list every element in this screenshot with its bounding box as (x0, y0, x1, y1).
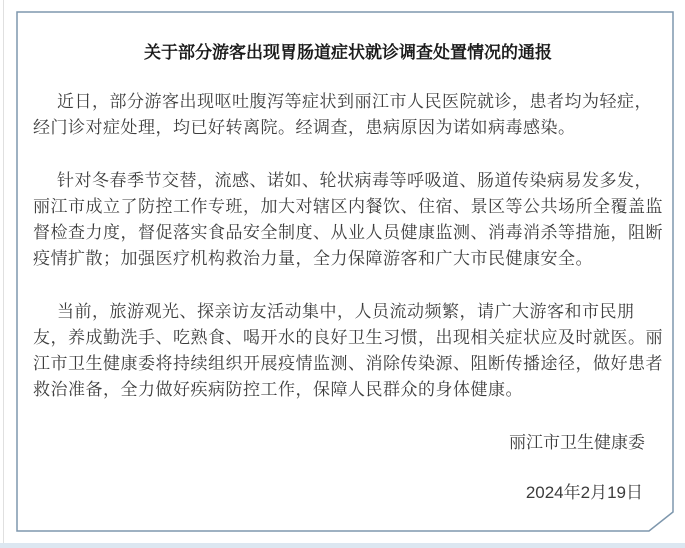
notice-title: 关于部分游客出现胃肠道症状就诊调查处置情况的通报 (144, 43, 552, 62)
notice-paragraph-1: 近日，部分游客出现呕吐腹泻等症状到丽江市人民医院就诊，患者均为轻症，经门诊对症处理，均已好转离院。经调查，患病原因为诺如病毒感染。 (33, 92, 652, 137)
notice-paragraph-3: 当前，旅游观光、探亲访友活动集中，人员流动频繁，请广大游客和市民朋友，养成勤洗手、吃熟食、喝开水的良好卫生习惯，出现相关症状应及时就医。丽江市卫生健康委将持续组织开展疫情监测、消除传染源、阻断传播途径，做好患者救治准备，全力做好疾病防控工作，保障人民群众的身体健康。 (33, 302, 663, 399)
notice-date: 2024年2月19日 (525, 483, 643, 502)
notice-document (33, 40, 663, 506)
page-left-edge-line (3, 0, 4, 543)
notice-signature: 丽江市卫生健康委 (509, 433, 645, 452)
bottom-strip (0, 543, 685, 548)
notice-paragraph-2: 针对冬春季节交替，流感、诺如、轮状病毒等呼吸道、肠道传染病易发多发，丽江市成立了防控工作专班，加大对辖区内餐饮、住宿、景区等公共场所全覆盖监督检查力度，督促落实食品安全制度、从业人员健康监测、消毒消杀等措施，阻断疫情扩散；加强医疗机构救治力量，全力保障游客和广大市民健康安全。 (33, 171, 663, 268)
